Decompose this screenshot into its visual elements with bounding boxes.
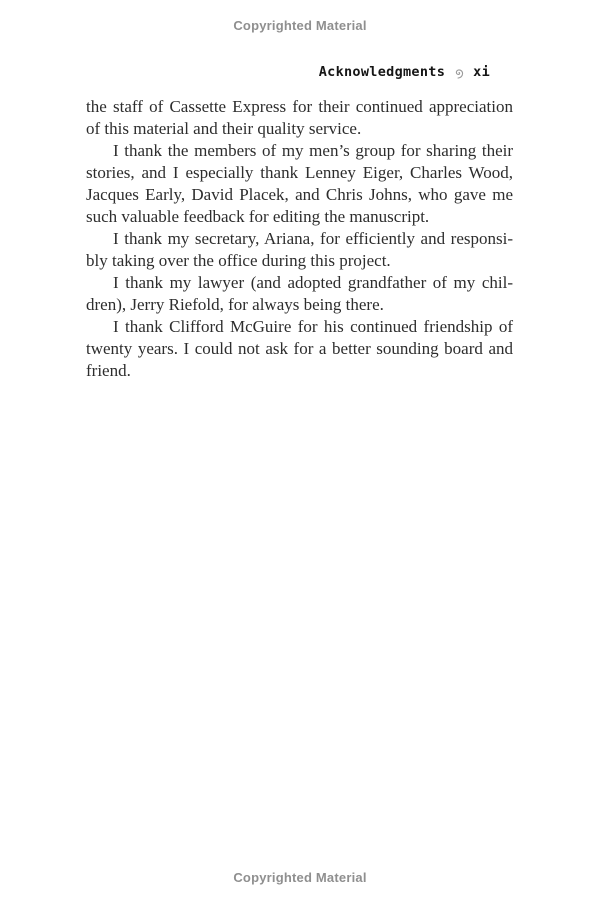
chapter-title: Acknowledgments: [318, 64, 446, 80]
body-text: [86, 96, 513, 382]
body-text-line: I thank Clifford McGuire for his continued friendship of: [113, 317, 513, 336]
body-text-line: such valuable feedback for editing the manuscript.: [86, 207, 430, 226]
body-text-line: stories, and I especially thank Lenney Eiger, Charles Wood,: [86, 163, 513, 182]
body-text-line: bly taking over the office during this project.: [86, 251, 391, 270]
body-text-line: of this material and their quality service.: [86, 119, 362, 138]
body-text-line: I thank my secretary, Ariana, for efficiently and responsi-: [113, 229, 513, 248]
body-text-line: Jacques Early, David Placek, and Chris Johns, who gave me: [86, 185, 513, 204]
page-number: xi: [473, 64, 490, 80]
body-text-line: I thank my lawyer (and adopted grandfather of my chil-: [113, 273, 513, 292]
copyright-notice-bottom: Copyrighted Material: [233, 870, 367, 885]
running-header: [319, 64, 490, 80]
copyright-notice-top: Copyrighted Material: [233, 18, 367, 33]
body-text-line: dren), Jerry Riefold, for always being there.: [86, 295, 384, 314]
spiral-ornament-icon: [451, 66, 467, 79]
body-text-line: I thank the members of my men’s group for sharing their: [113, 141, 513, 160]
body-text-line: friend.: [86, 361, 131, 380]
body-text-line: the staff of Cassette Express for their continued appreciation: [86, 97, 513, 116]
body-text-line: twenty years. I could not ask for a better sounding board and: [86, 339, 513, 358]
